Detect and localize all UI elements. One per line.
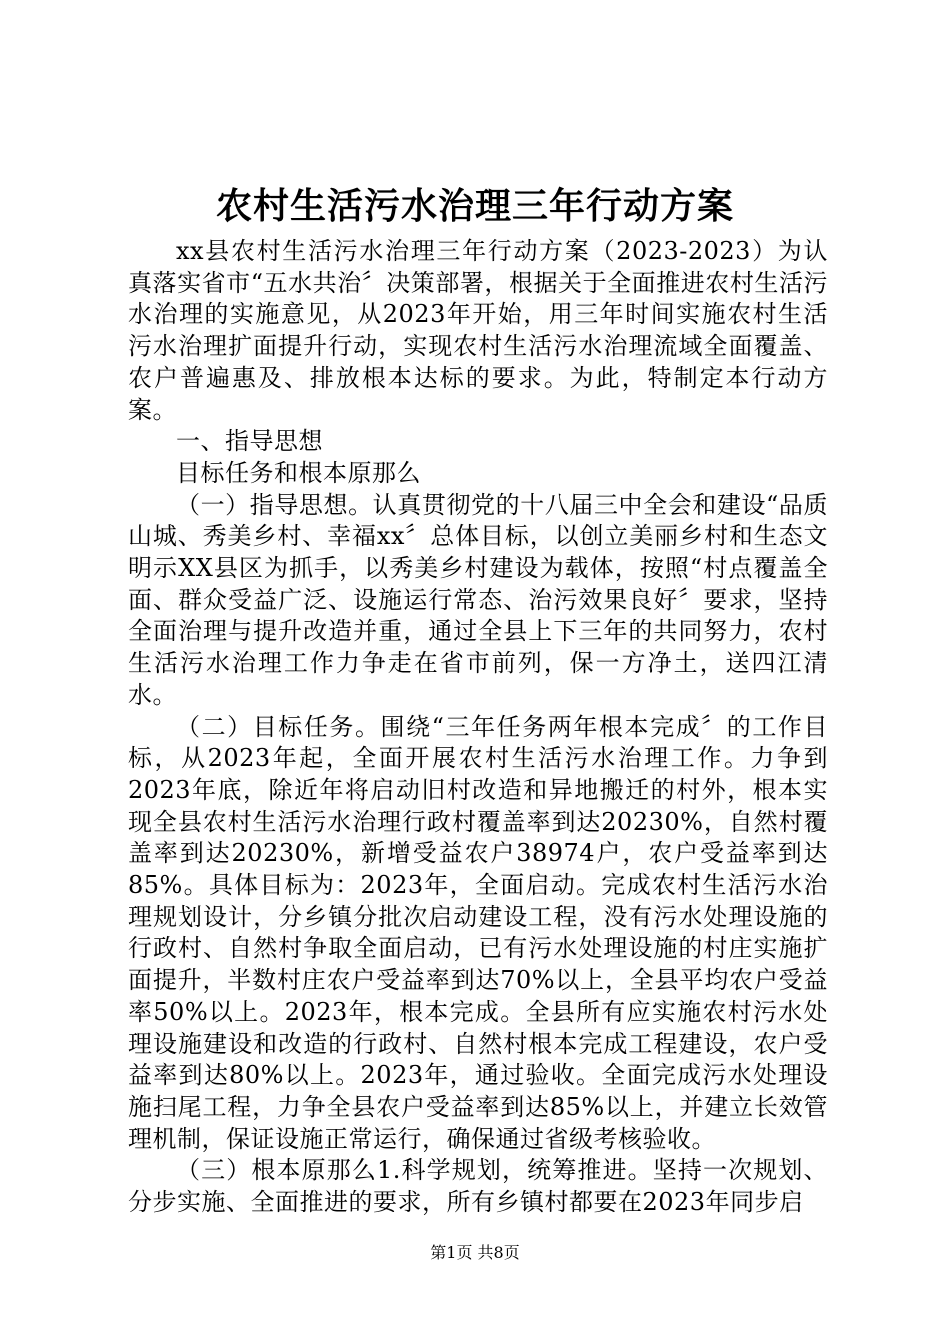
heading-guiding-thought: 一、指导思想 <box>176 427 323 456</box>
paragraph-principles: （三）根本原那么1.科学规划，统筹推进。坚持一次规划、分步实施、全面推进的要求，所有乡镇村都要在2023年同步启 <box>128 1156 828 1217</box>
document-body <box>128 236 828 1219</box>
paragraph-intro: xx县农村生活污水治理三年行动方案（2023-2023）为认真落实省市“五水共治〞决策部署，根据关于全面推进农村生活污水治理的实施意见，从2023年开始，用三年时间实施农村生活污水治理扩面提升行动，实现农村生活污水治理流域全面覆盖、农户普遍惠及、排放根本达标的要求。为此，特制定本行动方案。 <box>128 237 828 424</box>
document-title: 农村生活污水治理三年行动方案 <box>215 185 734 227</box>
paragraph-goals: （二）目标任务。围绕“三年任务两年根本完成〞的工作目标，从2023年起，全面开展农村生活污水治理工作。力争到2023年底，除近年将启动旧村改造和异地搬迁的村外，根本实现全县农村生活污水治理行政村覆盖率到达20230%，自然村覆盖率到达20230%，新增受益农户38974户，农户受益率到达85%。具体目标为：2023年，全面启动。完成农村生活污水治理规划设计，分乡镇分批次启动建设工程，没有污水处理设施的行政村、自然村争取全面启动，已有污水处理设施的村庄实施扩面提升，半数村庄农户受益率到达70%以上，全县平均农户受益率50%以上。2023年，根本完成。全县所有应实施农村污水处理设施建设和改造的行政村、自然村根本完成工程建设，农户受益率到达80%以上。2023年，通过验收。全面完成污水处理设施扫尾工程，力争全县农户受益率到达85%以上，并建立长效管理机制，保证设施正常运行，确保通过省级考核验收。 <box>128 712 828 1153</box>
paragraph-guiding-thought: （一）指导思想。认真贯彻党的十八届三中全会和建设“品质山城、秀美乡村、幸福xx〞总体目标，以创立美丽乡村和生态文明示XX县区为抓手，以秀美乡村建设为载体，按照“村点覆盖全面、群众受益广泛、设施运行常态、治污效果良好〞要求，坚持全面治理与提升改造并重，通过全县上下三年的共同努力，农村生活污水治理工作力争走在省市前列，保一方净土，送四江清水。 <box>128 490 828 709</box>
page-number-footer: 第1页 共8页 <box>430 1243 520 1262</box>
heading-goals-principles: 目标任务和根本原那么 <box>176 458 421 487</box>
